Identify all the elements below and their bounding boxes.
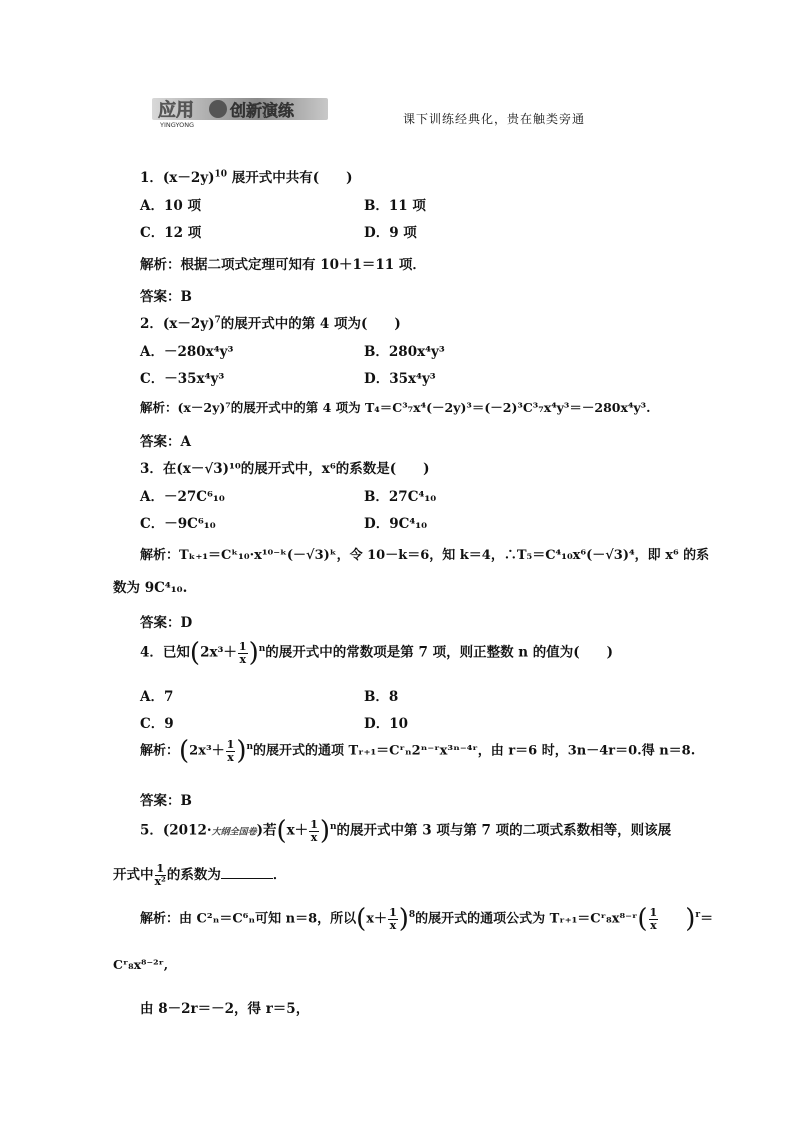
q1-answer: 答案：B — [140, 289, 192, 305]
q5-analysis-line3: 由 8－2r＝－2，得 r＝5， — [140, 1001, 310, 1017]
q1-analysis: 解析：根据二项式定理可知有 10＋1＝11 项． — [140, 257, 426, 273]
q4-option-a: A．7 — [140, 689, 174, 705]
banner-sub: 创新演练 — [230, 101, 295, 120]
banner-pinyin: YINGYONG — [160, 121, 195, 128]
q1-option-a: A．10 项 — [140, 198, 201, 214]
q3-option-a: A．－27C⁶₁₀ — [140, 489, 225, 505]
q2-stem: 2．$(x-2y)^7$的展开式中的第 4 项为( ) — [140, 315, 401, 332]
banner-main: 应用 — [158, 100, 194, 121]
q3-answer: 答案：D — [140, 615, 193, 631]
q2-analysis: 解析：(x－2y)⁷的展开式中的第 4 项为 T₄＝C³₇x⁴(－2y)³＝(－2)³C³₇x⁴y³＝－280x⁴y³. — [140, 400, 651, 415]
q1-option-d: D．9 项 — [364, 225, 417, 241]
q3-option-c: C．－9C⁶₁₀ — [140, 516, 216, 532]
q5-stem-line2: 开式中 $\frac{1}{\text{x²}}$ 的系数为 ． — [113, 862, 287, 888]
q4-option-b: B．8 — [364, 689, 399, 705]
q2-answer: 答案：A — [140, 434, 191, 450]
q4-option-d: D．10 — [364, 716, 408, 732]
header-tagline: 课下训练经典化，贵在触类旁通 — [403, 112, 586, 126]
q3-option-d: D．9C⁴₁₀ — [364, 516, 428, 532]
q4-answer: 答案：B — [140, 793, 192, 809]
q1-stem: 1．$(x-2y)^{10}$ 展开式中共有( ) — [140, 169, 353, 186]
q2-option-b: B．280x⁴y³ — [364, 344, 445, 360]
q5-analysis-line2: Cʳ₈x⁸⁻²ʳ, — [113, 957, 169, 972]
q3-stem: 3．在(x－√3)¹⁰的展开式中，x⁶的系数是( ) — [140, 461, 430, 477]
q3-analysis-line2: 数为 9C⁴₁₀. — [113, 580, 188, 596]
section-banner — [152, 96, 328, 128]
q2-option-d: D．35x⁴y³ — [364, 371, 436, 387]
q1-option-b: B．11 项 — [364, 198, 426, 214]
q4-stem: 4．已知(2x³＋ $\frac{1}{x}$ )$^n$的展开式中的常数项是第 7 项，则正整数 n 的值为( ) — [140, 638, 614, 668]
q3-analysis-line1: 解析：Tₖ₊₁＝Cᵏ₁₀·x¹⁰⁻ᵏ(－√3)ᵏ，令 10－k＝6，知 k＝4，∴T₅＝C⁴₁₀x⁶(－√3)⁴，即 x⁶ 的系 — [140, 548, 710, 563]
q5-analysis-line1: 解析：由 C²ₙ＝C⁶ₙ可知 n＝8，所以(x＋ $\frac{1}{x}$ )$^8$的展开式的通项公式为 Tᵣ₊₁＝Cʳ₈x⁸⁻ʳ( $\frac{1}{x}$ )$^r$＝ — [140, 904, 714, 934]
q2-option-c: C．－35x⁴y³ — [140, 371, 225, 387]
q1-option-c: C．12 项 — [140, 225, 202, 241]
q3-option-b: B．27C⁴₁₀ — [364, 489, 437, 505]
q4-analysis: 解析：(2x³＋ $\frac{1}{x}$ )$^n$的展开式的通项 Tᵣ₊₁＝Cʳₙ2ⁿ⁻ʳx³ⁿ⁻⁴ʳ，由 r＝6 时，3n－4r＝0.得 n＝8. — [140, 736, 696, 766]
q5-stem: 5．(2012·大纲全国卷)若(x＋ $\frac{1}{x}$ )$^n$的展开式中第 3 项与第 7 项的二项式系数相等，则该展 — [140, 816, 672, 846]
q5-answer-blank — [221, 866, 273, 879]
q2-option-a: A．－280x⁴y³ — [140, 344, 234, 360]
q4-option-c: C．9 — [140, 716, 174, 732]
